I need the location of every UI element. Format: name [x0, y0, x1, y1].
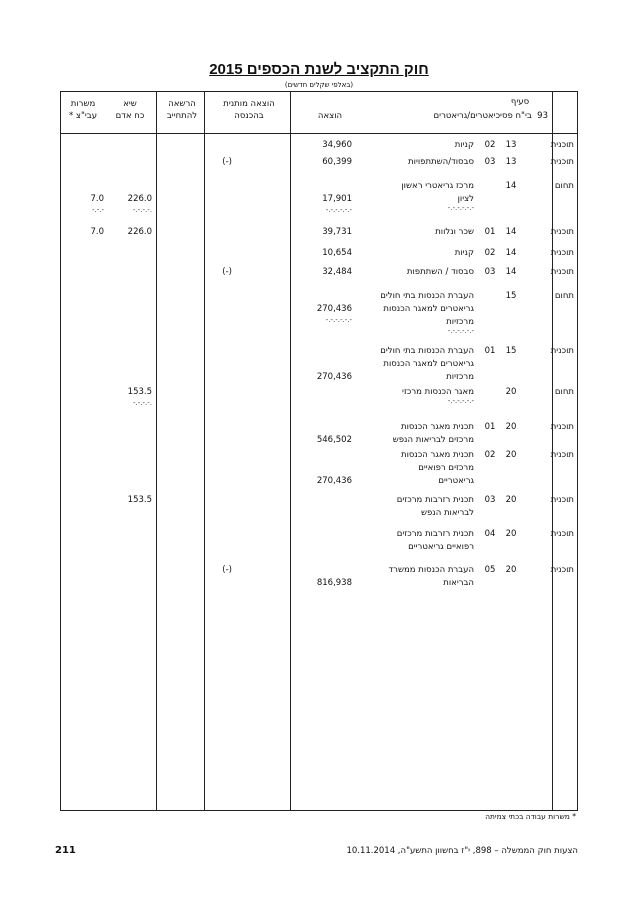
row-type: תוכנית	[550, 248, 574, 258]
row-type: תחום	[554, 181, 574, 191]
row-expense-dash-line: -.-.-.-.-.-	[325, 206, 352, 214]
row-name	[334, 564, 474, 590]
row-conditional: (-)	[222, 565, 232, 575]
row-code-major: 20	[505, 495, 517, 505]
row-type: תוכנית	[550, 529, 574, 539]
row-name	[334, 266, 474, 279]
row-name-line: לציון	[457, 194, 474, 204]
row-jobs: 7.0	[90, 227, 104, 237]
row-code-major: 20	[505, 529, 517, 539]
row-name-line: מרכזים רפואיים	[418, 463, 474, 473]
row-code-major: 20	[505, 565, 517, 575]
row-name-line: סבסוד/השתתפויות	[408, 157, 474, 167]
row-code-minor: 02	[484, 450, 496, 460]
row-type: תוכנית	[550, 267, 574, 277]
row-expense-dash-line: -.-.-.-.-.-	[325, 316, 352, 324]
row-expense: 10,654	[322, 248, 352, 258]
header-peak-staff: שיא כח אדם	[115, 99, 145, 121]
row-peak-staff: 226.0	[127, 227, 152, 237]
row-name-line: לבריאות הנפש	[420, 508, 474, 518]
row-type: תוכנית	[550, 495, 574, 505]
row-expense: 32,484	[322, 267, 352, 277]
row-code-major: 15	[505, 291, 517, 301]
row-code-major: 13	[505, 140, 517, 150]
row-jobs-dash-line: -.-.-	[91, 206, 104, 214]
row-name-line: מאגר הכנסות מרכזי	[402, 387, 474, 397]
publication-footer: הצעות חוק הממשלה – 898, י"ז בחשוון התשע"ה, 10.11.2014	[346, 846, 578, 856]
row-name-line: סבסוד / השתתפות	[406, 267, 474, 277]
row-type: תוכנית	[550, 140, 574, 150]
row-type: תחום	[554, 291, 574, 301]
header-section-name: 93 בי"ח פסיכיאטרים/גריאטרים	[433, 111, 548, 121]
row-code-major: 14	[505, 248, 517, 258]
row-conditional: (-)	[222, 267, 232, 277]
row-name	[334, 345, 474, 384]
row-name-line: הבריאות	[443, 578, 474, 588]
row-code-minor: 03	[484, 495, 496, 505]
header-expense: הוצאה	[317, 111, 343, 121]
row-jobs: 7.0	[90, 194, 104, 204]
row-expense: 816,938	[316, 578, 352, 588]
row-code-major: 14	[505, 181, 517, 191]
header-conditional: הוצאה מותנית בהכנסה	[223, 99, 275, 121]
row-name	[334, 449, 474, 488]
row-code-major: 13	[505, 157, 517, 167]
row-code-minor: 01	[484, 346, 496, 356]
row-name	[334, 494, 474, 520]
header-authorization: הרשאה להתחייב	[166, 99, 198, 121]
header-jobs: משרות עבי"צ *	[68, 99, 98, 121]
row-code-minor: 02	[484, 140, 496, 150]
row-code-minor: 01	[484, 422, 496, 432]
row-name-line: מרכז גריאטרי ראשון	[401, 181, 474, 191]
row-type: תוכנית	[550, 565, 574, 575]
row-code-major: 20	[505, 450, 517, 460]
row-type: תוכנית	[550, 227, 574, 237]
row-name-line: תכנית מאגר הכנסות	[400, 450, 474, 460]
row-code-major: 20	[505, 387, 517, 397]
row-peak-staff: 226.0	[127, 194, 152, 204]
row-expense: 270,436	[316, 304, 352, 314]
row-code-minor: 04	[484, 529, 496, 539]
page-number: 211	[55, 845, 76, 856]
page-subtitle: (באלפי שקלים חדשים)	[284, 81, 354, 89]
row-peak-dash-line: -.-.-.-.	[132, 399, 152, 407]
row-expense: 39,731	[322, 227, 352, 237]
row-type: תוכנית	[550, 346, 574, 356]
row-name	[334, 156, 474, 169]
row-name-line: מרכזיות	[446, 372, 474, 382]
row-expense: 17,901	[322, 194, 352, 204]
row-name-dash-line: -.-.-.-.-.-	[447, 204, 474, 212]
row-expense: 546,502	[316, 435, 352, 445]
row-type: תוכנית	[550, 422, 574, 432]
row-name-line: העברת הכנסות בתי חולים	[380, 291, 474, 301]
column-divider	[204, 91, 205, 811]
row-name-line: העברת הכנסות בתי חולים	[380, 346, 474, 356]
header-divider	[60, 133, 578, 134]
row-type: תוכנית	[550, 157, 574, 167]
row-code-major: 20	[505, 422, 517, 432]
row-name	[334, 528, 474, 554]
row-name-line: רפואיים גריאטריים	[408, 542, 474, 552]
header-section: סעיף	[510, 97, 530, 107]
row-expense: 270,436	[316, 372, 352, 382]
row-name-line: גריאטריים	[438, 476, 474, 486]
row-expense: 60,399	[322, 157, 352, 167]
row-name-line: תכנית מאגר הכנסות	[400, 422, 474, 432]
row-name	[334, 180, 474, 206]
row-name-line: גריאטרים למאגר הכנסות	[383, 359, 474, 369]
row-name	[334, 226, 474, 239]
row-code-major: 14	[505, 227, 517, 237]
row-name-line: מרכזים לבריאות הנפש	[392, 435, 474, 445]
row-peak-dash-line: -.-.-.-.	[132, 206, 152, 214]
row-peak-staff: 153.5	[127, 495, 152, 505]
row-name-line: העברת הכנסות ממשרד	[388, 565, 474, 575]
row-name-line: תכנית רזרבות מרכזים	[396, 529, 474, 539]
row-type: תוכנית	[550, 450, 574, 460]
page-title: חוק התקציב לשנת הכספים 2015	[209, 61, 429, 78]
column-divider	[156, 91, 157, 811]
row-expense: 34,960	[322, 140, 352, 150]
row-code-minor: 02	[484, 248, 496, 258]
row-name-dash-line: -.-.-.-.-.-	[447, 327, 474, 335]
row-name-line: שכר ונלוות	[435, 227, 474, 237]
row-name	[334, 290, 474, 329]
row-conditional: (-)	[222, 157, 232, 167]
row-peak-staff: 153.5	[127, 387, 152, 397]
row-name-line: מרכזיות	[446, 317, 474, 327]
row-code-minor: 03	[484, 267, 496, 277]
row-name	[334, 247, 474, 260]
row-name	[334, 139, 474, 152]
footnote: * משרות עבודה בכתי צמיתה	[485, 812, 576, 821]
row-code-minor: 05	[484, 565, 496, 575]
row-name	[334, 421, 474, 447]
row-code-major: 14	[505, 267, 517, 277]
row-code-minor: 03	[484, 157, 496, 167]
row-name-line: קניות	[454, 140, 474, 150]
row-expense: 270,436	[316, 476, 352, 486]
row-name-dash-line: -.-.-.-.-.-	[447, 397, 474, 405]
column-divider	[290, 91, 291, 811]
row-name-line: תכנית רזרבות מרכזים	[396, 495, 474, 505]
row-name-line: קניות	[454, 248, 474, 258]
row-code-minor: 01	[484, 227, 496, 237]
row-type: תחום	[554, 387, 574, 397]
row-name-line: גריאטרים למאגר הכנסות	[383, 304, 474, 314]
row-code-major: 15	[505, 346, 517, 356]
